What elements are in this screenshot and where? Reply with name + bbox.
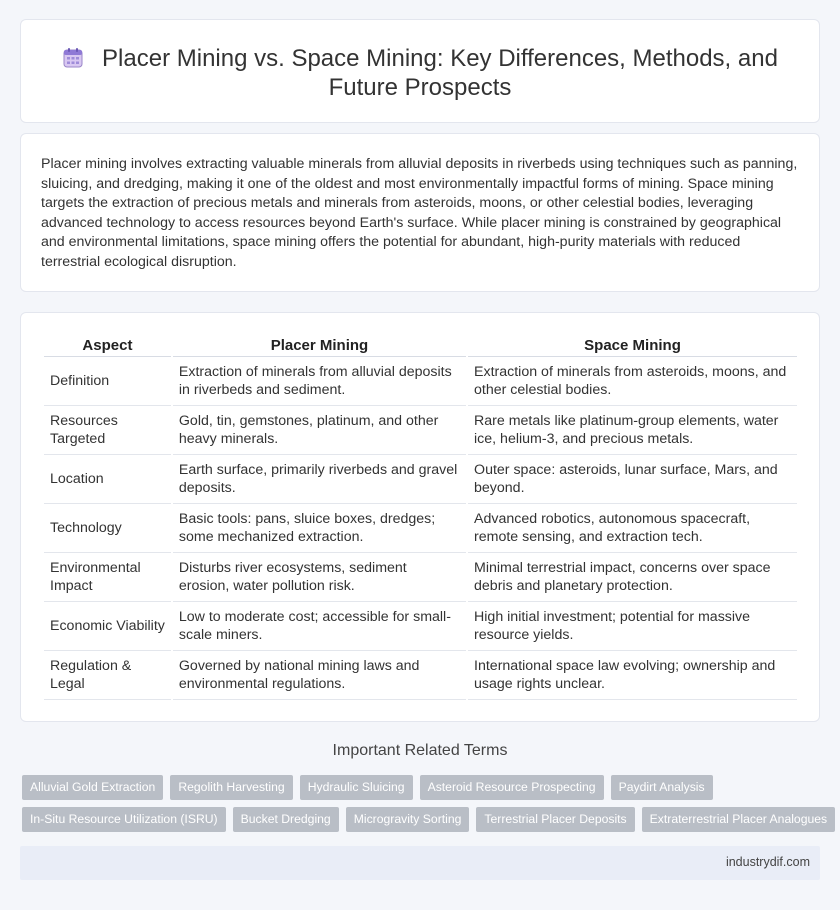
table-header-row [44,334,797,357]
aspect-cell: Location [44,455,171,504]
header-space-mining: Space Mining [468,334,797,357]
table-row [44,651,797,700]
intro-paragraph: Placer mining involves extracting valuable minerals from alluvial deposits in riverbeds using techniques such as panning, sluicing, and dredging, making it one of the oldest and most environmentally impactful forms of mining. Space mining targets the extraction of precious metals and minerals from asteroids, moons, or other celestial bodies, leveraging advanced technology to access resources beyond Earth's surface. While placer mining is constrained by geographical and environmental limitations, space mining offers the potential for abundant, high-purity materials with reduced terrestrial ecological disruption. [41,156,798,270]
term-tag[interactable]: In-Situ Resource Utilization (ISRU) [22,807,226,832]
term-tag[interactable]: Microgravity Sorting [346,807,470,832]
placer-cell: Disturbs river ecosystems, sediment erosion, water pollution risk. [173,553,466,602]
table-row [44,455,797,504]
footer [20,846,820,880]
table-row [44,602,797,651]
title-card [20,19,820,123]
comparison-table [42,334,799,700]
footer-site-link[interactable]: industrydif.com [725,855,810,869]
space-cell: International space law evolving; ownership and usage rights unclear. [468,651,797,700]
term-tag[interactable]: Asteroid Resource Prospecting [420,775,604,800]
space-cell: Outer space: asteroids, lunar surface, Mars, and beyond. [468,455,797,504]
intro-card [20,133,820,292]
placer-cell: Extraction of minerals from alluvial deposits in riverbeds and sediment. [173,357,466,406]
term-tag[interactable]: Terrestrial Placer Deposits [476,807,634,832]
placer-cell: Basic tools: pans, sluice boxes, dredges; some mechanized extraction. [173,504,466,553]
aspect-cell: Regulation & Legal [44,651,171,700]
table-row [44,406,797,455]
header-aspect: Aspect [44,334,171,357]
table-row [44,357,797,406]
space-cell: Rare metals like platinum-group elements, water ice, helium-3, and precious metals. [468,406,797,455]
aspect-cell: Technology [44,504,171,553]
placer-cell: Governed by national mining laws and environmental regulations. [173,651,466,700]
term-tag[interactable]: Regolith Harvesting [170,775,292,800]
table-row [44,504,797,553]
related-terms-title: Important Related Terms [332,742,508,759]
term-tag[interactable]: Alluvial Gold Extraction [22,775,163,800]
related-terms-row-2 [22,807,835,832]
term-tag[interactable]: Bucket Dredging [233,807,339,832]
placer-cell: Gold, tin, gemstones, platinum, and other heavy minerals. [173,406,466,455]
aspect-cell: Definition [44,357,171,406]
header-placer-mining: Placer Mining [173,334,466,357]
aspect-cell: Economic Viability [44,602,171,651]
term-tag[interactable]: Hydraulic Sluicing [300,775,413,800]
space-cell: Minimal terrestrial impact, concerns over space debris and planetary protection. [468,553,797,602]
placer-cell: Earth surface, primarily riverbeds and gravel deposits. [173,455,466,504]
term-tag[interactable]: Extraterrestrial Placer Analogues [642,807,835,832]
related-terms-row-1 [22,775,713,800]
placer-cell: Low to moderate cost; accessible for small-scale miners. [173,602,466,651]
space-cell: High initial investment; potential for massive resource yields. [468,602,797,651]
calendar-icon [62,47,84,69]
aspect-cell: Resources Targeted [44,406,171,455]
page-title-wrap [21,44,819,102]
term-tag[interactable]: Paydirt Analysis [611,775,713,800]
space-cell: Advanced robotics, autonomous spacecraft, remote sensing, and extraction tech. [468,504,797,553]
comparison-card [20,312,820,722]
space-cell: Extraction of minerals from asteroids, moons, and other celestial bodies. [468,357,797,406]
page-title: Placer Mining vs. Space Mining: Key Differences, Methods, and Future Prospects [102,45,778,101]
table-row [44,553,797,602]
aspect-cell: Environmental Impact [44,553,171,602]
